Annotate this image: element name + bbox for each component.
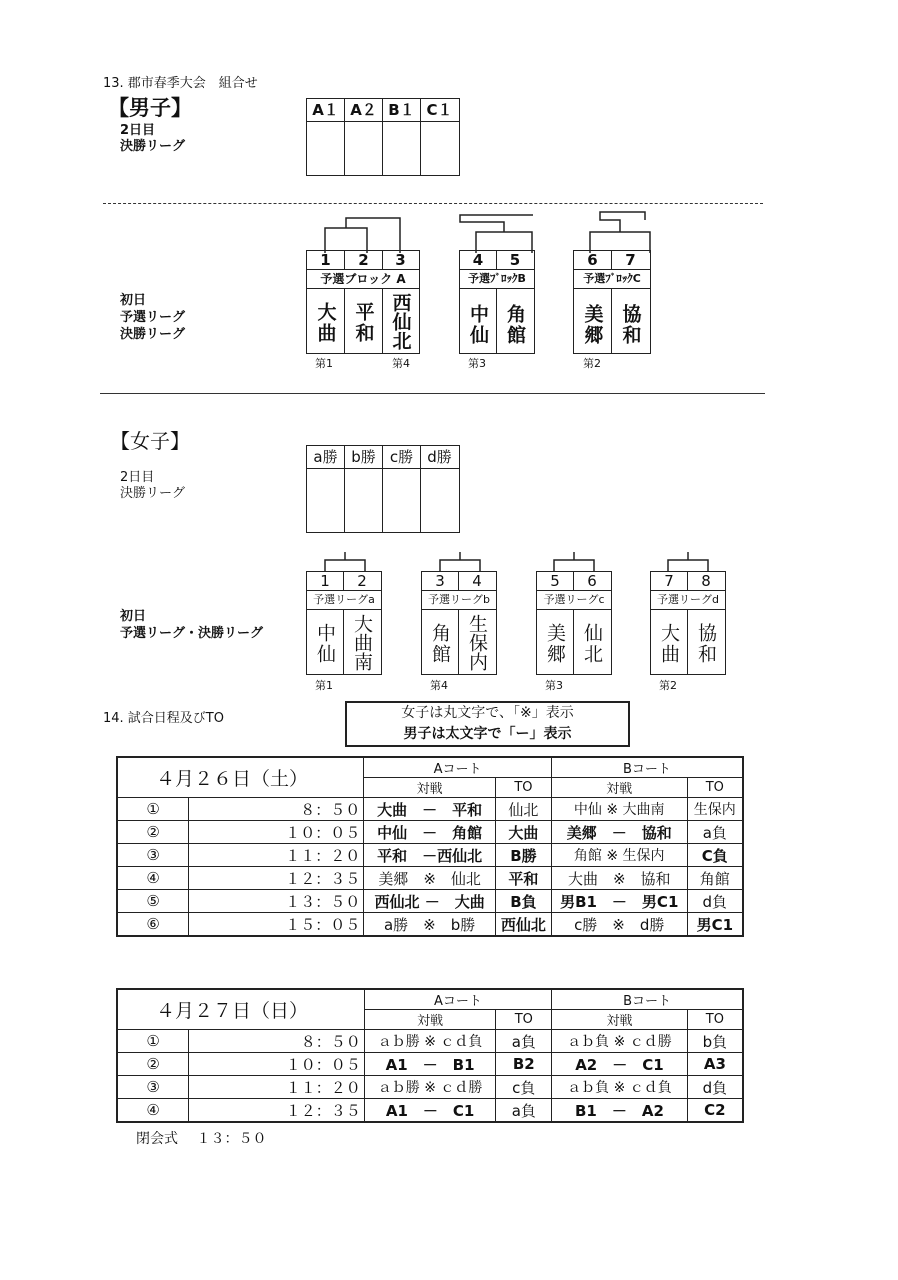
- closing-ceremony: 閉会式 １３：５０: [136, 1131, 267, 1147]
- match-no: ②: [117, 821, 189, 844]
- court-a-to: 大曲: [495, 821, 551, 844]
- men-block-a: [306, 250, 420, 354]
- team-name: 協和: [695, 623, 717, 665]
- court-b-match: 大曲 ※ 協和: [551, 867, 687, 890]
- notice-line-1: 女子は丸文字で、「※」表示: [401, 705, 574, 721]
- table-row: [117, 1099, 743, 1123]
- court-b-to: 角館: [687, 867, 743, 890]
- table-row: [117, 798, 743, 821]
- block-number: 5: [509, 251, 521, 269]
- match-no: ②: [117, 1053, 189, 1076]
- court-b-match: A2 － C1: [552, 1053, 688, 1076]
- block-title: 予選ブロック A: [307, 270, 419, 289]
- match-no: ⑤: [117, 890, 189, 913]
- team-name: 仙北: [581, 623, 603, 665]
- block-number: 6: [574, 251, 612, 269]
- seed-mark: 第4: [392, 357, 410, 370]
- court-a-to: 平和: [495, 867, 551, 890]
- women-final-header: d勝: [427, 448, 452, 466]
- block-number: 2: [345, 251, 383, 269]
- match-no: ④: [117, 867, 189, 890]
- court-b-match: 男B1 － 男C1: [551, 890, 687, 913]
- women-day1-label: 初日 予選リーグ・決勝リーグ: [120, 609, 264, 641]
- team-name: 中仙: [467, 304, 489, 346]
- men-bracket-lines: [300, 210, 660, 255]
- match-time: １３：５０: [189, 890, 364, 913]
- match-time: １５：０５: [189, 913, 364, 937]
- match-header: 対戦: [364, 778, 496, 798]
- women-final-league-table: [306, 445, 460, 533]
- team-name: 大曲南: [351, 613, 373, 671]
- court-a-match: 平和 －西仙北: [364, 844, 496, 867]
- block-number: 7: [651, 572, 688, 590]
- court-a-match: 西仙北 － 大曲: [364, 890, 496, 913]
- table-row: [117, 821, 743, 844]
- men-label: 【男子】: [108, 96, 192, 120]
- notice-box: [345, 701, 630, 747]
- to-header: TO: [496, 1010, 552, 1030]
- table-row: [117, 844, 743, 867]
- schedule-date: ４月２６日（土）: [117, 757, 364, 798]
- match-header: 対戦: [551, 778, 687, 798]
- block-title: 予選ﾌﾞﾛｯｸB: [460, 270, 534, 289]
- block-number: 1: [307, 251, 345, 269]
- day2-schedule-table: [116, 988, 744, 1123]
- court-a-to: B負: [495, 890, 551, 913]
- seed-mark: 第2: [583, 357, 601, 370]
- schedule-date: ４月２７日（日）: [117, 989, 364, 1030]
- block-number: 1: [307, 572, 344, 590]
- table-row: [117, 1053, 743, 1076]
- team-name: 角館: [429, 623, 451, 665]
- men-final-header: A２: [345, 99, 383, 121]
- women-block-b: [421, 571, 497, 675]
- team-name: 大曲: [658, 623, 680, 665]
- court-a-to: a負: [496, 1099, 552, 1123]
- dashed-divider: [103, 203, 763, 204]
- seed-mark: 第2: [659, 679, 677, 692]
- section-13-title: 13. 郡市春季大会 組合せ: [103, 76, 258, 91]
- section-divider: [100, 393, 765, 394]
- team-name: 平和: [352, 302, 375, 344]
- court-a-to: B勝: [495, 844, 551, 867]
- match-time: １１：２０: [189, 844, 364, 867]
- to-header: TO: [495, 778, 551, 798]
- match-time: １２：３５: [189, 867, 364, 890]
- court-b-to: 男C1: [687, 913, 743, 937]
- court-b-match: ａｂ負 ※ ｃｄ勝: [552, 1030, 688, 1053]
- section-14-title: 14. 試合日程及びTO: [103, 711, 224, 726]
- seed-mark: 第3: [545, 679, 563, 692]
- team-name: 大曲: [314, 302, 337, 344]
- court-a-to: B2: [496, 1053, 552, 1076]
- court-a-header: Aコート: [364, 989, 551, 1010]
- court-a-match: A1 － C1: [364, 1099, 496, 1123]
- men-day1-label: 初日 予選リーグ 決勝リーグ: [120, 293, 186, 342]
- court-a-to: c負: [496, 1076, 552, 1099]
- court-b-to: d負: [687, 1076, 743, 1099]
- seed-mark: 第1: [315, 357, 333, 370]
- court-b-to: C2: [687, 1099, 743, 1123]
- men-final-header: B１: [383, 99, 421, 121]
- men-block-b: [459, 250, 535, 354]
- court-b-to: d負: [687, 890, 743, 913]
- court-b-match: B1 － A2: [552, 1099, 688, 1123]
- block-number: 7: [625, 251, 636, 269]
- block-title: 予選ﾌﾞﾛｯｸC: [574, 270, 650, 289]
- match-time: １２：３５: [189, 1099, 365, 1123]
- court-b-match: c勝 ※ d勝: [551, 913, 687, 937]
- court-a-to: a負: [496, 1030, 552, 1053]
- men-day2-label: 2日目 決勝リーグ: [120, 123, 186, 154]
- team-name: 生保内: [466, 613, 488, 671]
- block-title: 予選リーグb: [422, 591, 496, 610]
- women-final-header: b勝: [345, 446, 383, 468]
- team-name: 中仙: [314, 623, 336, 665]
- match-no: ④: [117, 1099, 189, 1123]
- block-title: 予選リーグa: [307, 591, 381, 610]
- day1-schedule-table: [116, 756, 744, 937]
- table-row: [117, 1030, 743, 1053]
- court-a-to: 西仙北: [495, 913, 551, 937]
- court-b-header: Bコート: [552, 989, 743, 1010]
- women-block-a: [306, 571, 382, 675]
- court-b-header: Bコート: [551, 757, 743, 778]
- block-number: 3: [422, 572, 459, 590]
- court-b-match: 美郷 － 協和: [551, 821, 687, 844]
- men-final-header: C１: [426, 101, 453, 119]
- block-number: 4: [460, 251, 497, 269]
- team-name: 美郷: [544, 623, 566, 665]
- women-block-c: [536, 571, 612, 675]
- block-number: 5: [537, 572, 574, 590]
- match-time: ８：５０: [189, 798, 364, 821]
- court-a-match: ａｂ勝 ※ ｃｄ勝: [364, 1076, 496, 1099]
- seed-mark: 第4: [430, 679, 448, 692]
- match-time: １０：０５: [189, 821, 364, 844]
- match-header: 対戦: [364, 1010, 496, 1030]
- women-label: 【女子】: [110, 429, 190, 453]
- court-a-match: A1 － B1: [364, 1053, 496, 1076]
- court-a-match: ａｂ勝 ※ ｃｄ負: [364, 1030, 496, 1053]
- match-time: １０：０５: [189, 1053, 365, 1076]
- court-b-to: A3: [687, 1053, 743, 1076]
- table-row: [117, 1076, 743, 1099]
- seed-mark: 第1: [315, 679, 333, 692]
- table-row: [117, 867, 743, 890]
- notice-line-2: 男子は太文字で「ー」表示: [403, 726, 572, 742]
- women-day2-label: 2日目 決勝リーグ: [120, 470, 186, 501]
- men-final-league-table: [306, 98, 460, 176]
- match-no: ①: [117, 798, 189, 821]
- men-block-c: [573, 250, 651, 354]
- match-no: ①: [117, 1030, 189, 1053]
- court-b-to: b負: [687, 1030, 743, 1053]
- court-a-match: 中仙 － 角館: [364, 821, 496, 844]
- women-block-d: [650, 571, 726, 675]
- table-row: [117, 913, 743, 937]
- team-name: 角館: [504, 304, 526, 346]
- court-b-match: 角館 ※ 生保内: [551, 844, 687, 867]
- match-time: １１：２０: [189, 1076, 365, 1099]
- block-number: 4: [472, 572, 482, 590]
- team-name: 協和: [619, 304, 642, 346]
- court-b-to: C負: [687, 844, 743, 867]
- team-name: 西仙北: [389, 292, 412, 350]
- block-number: 6: [587, 572, 597, 590]
- men-final-header: A１: [307, 99, 345, 121]
- table-row: [117, 890, 743, 913]
- court-a-match: a勝 ※ b勝: [364, 913, 496, 937]
- to-header: TO: [687, 778, 743, 798]
- court-a-header: Aコート: [364, 757, 552, 778]
- team-name: 美郷: [581, 304, 604, 346]
- court-b-to: 生保内: [687, 798, 743, 821]
- match-no: ⑥: [117, 913, 189, 937]
- block-number: 3: [395, 251, 406, 269]
- court-a-match: 美郷 ※ 仙北: [364, 867, 496, 890]
- court-a-to: 仙北: [495, 798, 551, 821]
- block-title: 予選リーグd: [651, 591, 725, 610]
- court-b-to: a負: [687, 821, 743, 844]
- women-final-header: c勝: [383, 446, 421, 468]
- match-no: ③: [117, 844, 189, 867]
- match-no: ③: [117, 1076, 189, 1099]
- block-number: 8: [701, 572, 711, 590]
- block-title: 予選リーグc: [537, 591, 611, 610]
- court-b-match: ａｂ負 ※ ｃｄ負: [552, 1076, 688, 1099]
- seed-mark: 第3: [468, 357, 486, 370]
- match-time: ８：５０: [189, 1030, 365, 1053]
- court-b-match: 中仙 ※ 大曲南: [551, 798, 687, 821]
- block-number: 2: [357, 572, 367, 590]
- court-a-match: 大曲 － 平和: [364, 798, 496, 821]
- women-final-header: a勝: [307, 446, 345, 468]
- to-header: TO: [687, 1010, 743, 1030]
- match-header: 対戦: [552, 1010, 688, 1030]
